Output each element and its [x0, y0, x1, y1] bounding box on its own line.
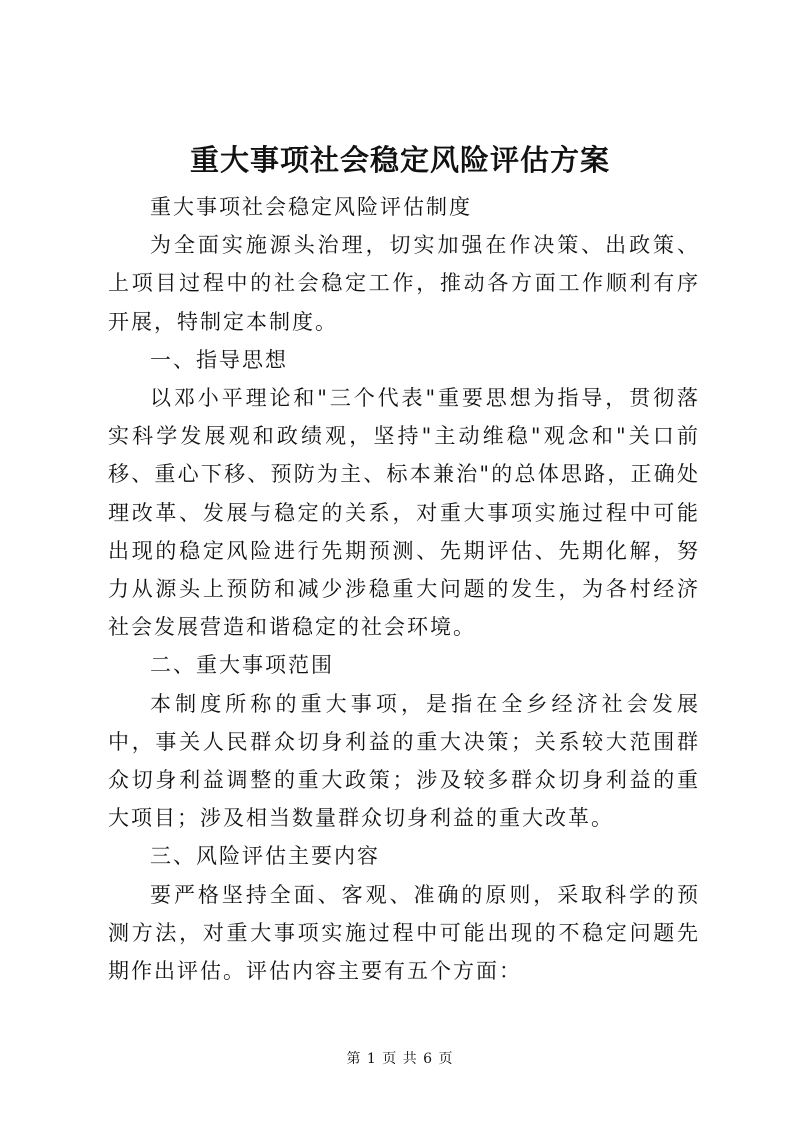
paragraph-intro: 为全面实施源头治理，切实加强在作决策、出政策、上项目过程中的社会稳定工作，推动各方面工作顺利有序开展，特制定本制度。	[108, 233, 700, 334]
section-heading-assessment-content: 三、风险评估主要内容	[150, 844, 380, 869]
section-heading-guiding-thought: 一、指导思想	[150, 347, 288, 372]
document-title: 重大事项社会稳定风险评估方案	[189, 143, 610, 177]
paragraph-subtitle: 重大事项社会稳定风险评估制度	[150, 195, 472, 219]
paragraph-guiding-thought: 以邓小平理论和"三个代表"重要思想为指导，贯彻落实科学发展观和政绩观，坚持"主动维稳"观念和"关口前移、重心下移、预防为主、标本兼治"的总体思路，正确处理改革、发展与稳定的关系，对重大事项实施过程中可能出现的稳定风险进行先期预测、先期评估、先期化解，努力从源头上预防和减少涉稳重大问题的发生，为各村经济社会发展营造和谐稳定的社会环境。	[108, 386, 700, 640]
page-footer: 第 1 页 共 6 页	[346, 1051, 454, 1067]
section-heading-scope: 二、重大事项范围	[150, 653, 334, 678]
paragraph-assessment-content: 要严格坚持全面、客观、准确的原则，采取科学的预测方法，对重大事项实施过程中可能出现的不稳定问题先期作出评估。评估内容主要有五个方面：	[108, 882, 700, 984]
paragraph-scope: 本制度所称的重大事项，是指在全乡经济社会发展中，事关人民群众切身利益的重大决策；关系较大范围群众切身利益调整的重大政策；涉及较多群众切身利益的重大项目；涉及相当数量群众切身利益的重大改革。	[108, 691, 700, 831]
document-body	[108, 188, 700, 990]
